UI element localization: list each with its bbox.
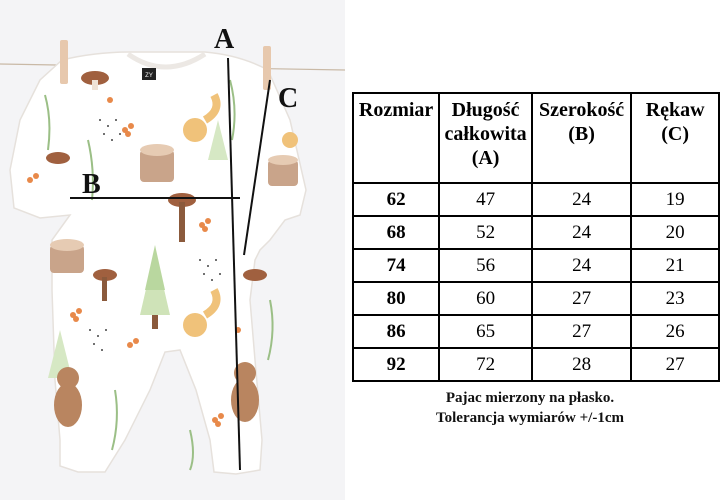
measurement-note bbox=[352, 388, 708, 428]
measurement-cell: 47 bbox=[439, 183, 532, 216]
measure-label-a: A bbox=[214, 24, 235, 55]
header-length bbox=[439, 93, 532, 183]
measurement-cell: 24 bbox=[532, 249, 631, 282]
measurement-cell: 65 bbox=[439, 315, 532, 348]
table-row bbox=[353, 216, 719, 249]
measurement-cell: 27 bbox=[532, 282, 631, 315]
measure-label-c: C bbox=[278, 83, 299, 114]
table-row bbox=[353, 348, 719, 381]
measurement-cell: 21 bbox=[631, 249, 719, 282]
measurement-cell: 20 bbox=[631, 216, 719, 249]
size-cell: 86 bbox=[353, 315, 439, 348]
header-width-line1: Szerokość bbox=[539, 99, 625, 121]
size-cell: 62 bbox=[353, 183, 439, 216]
table-row bbox=[353, 249, 719, 282]
measurement-cell: 23 bbox=[631, 282, 719, 315]
size-cell: 92 bbox=[353, 348, 439, 381]
size-cell: 80 bbox=[353, 282, 439, 315]
size-cell: 74 bbox=[353, 249, 439, 282]
measurement-cell: 28 bbox=[532, 348, 631, 381]
measure-label-b: B bbox=[82, 169, 101, 200]
header-width bbox=[532, 93, 631, 183]
measurement-cell: 24 bbox=[532, 216, 631, 249]
header-sleeve bbox=[631, 93, 719, 183]
measurement-cell: 72 bbox=[439, 348, 532, 381]
table-row bbox=[353, 183, 719, 216]
brand-tag-text: ZY bbox=[145, 73, 153, 79]
table-row bbox=[353, 282, 719, 315]
measurement-cell: 52 bbox=[439, 216, 532, 249]
header-sleeve-line2: (C) bbox=[661, 123, 690, 145]
measurement-cell: 56 bbox=[439, 249, 532, 282]
note-line-2: Tolerancja wymiarów +/-1cm bbox=[436, 410, 624, 426]
note-line-1: Pajac mierzony na płasko. bbox=[445, 390, 615, 406]
measurement-cell: 24 bbox=[532, 183, 631, 216]
measurement-cell: 26 bbox=[631, 315, 719, 348]
table-row bbox=[353, 315, 719, 348]
header-length-line3: (A) bbox=[471, 147, 500, 169]
header-size-text: Rozmiar bbox=[358, 99, 434, 121]
size-table bbox=[352, 92, 720, 382]
header-size bbox=[353, 93, 439, 183]
header-length-line1: Długość bbox=[451, 99, 520, 121]
measurement-cell: 60 bbox=[439, 282, 532, 315]
measurement-cell: 27 bbox=[631, 348, 719, 381]
size-cell: 68 bbox=[353, 216, 439, 249]
measurement-cell: 27 bbox=[532, 315, 631, 348]
header-sleeve-line1: Rękaw bbox=[645, 99, 705, 121]
measurement-cell: 19 bbox=[631, 183, 719, 216]
header-length-line2: całkowita bbox=[444, 123, 527, 145]
size-table-header-row bbox=[353, 93, 719, 183]
header-width-line2: (B) bbox=[568, 123, 595, 145]
